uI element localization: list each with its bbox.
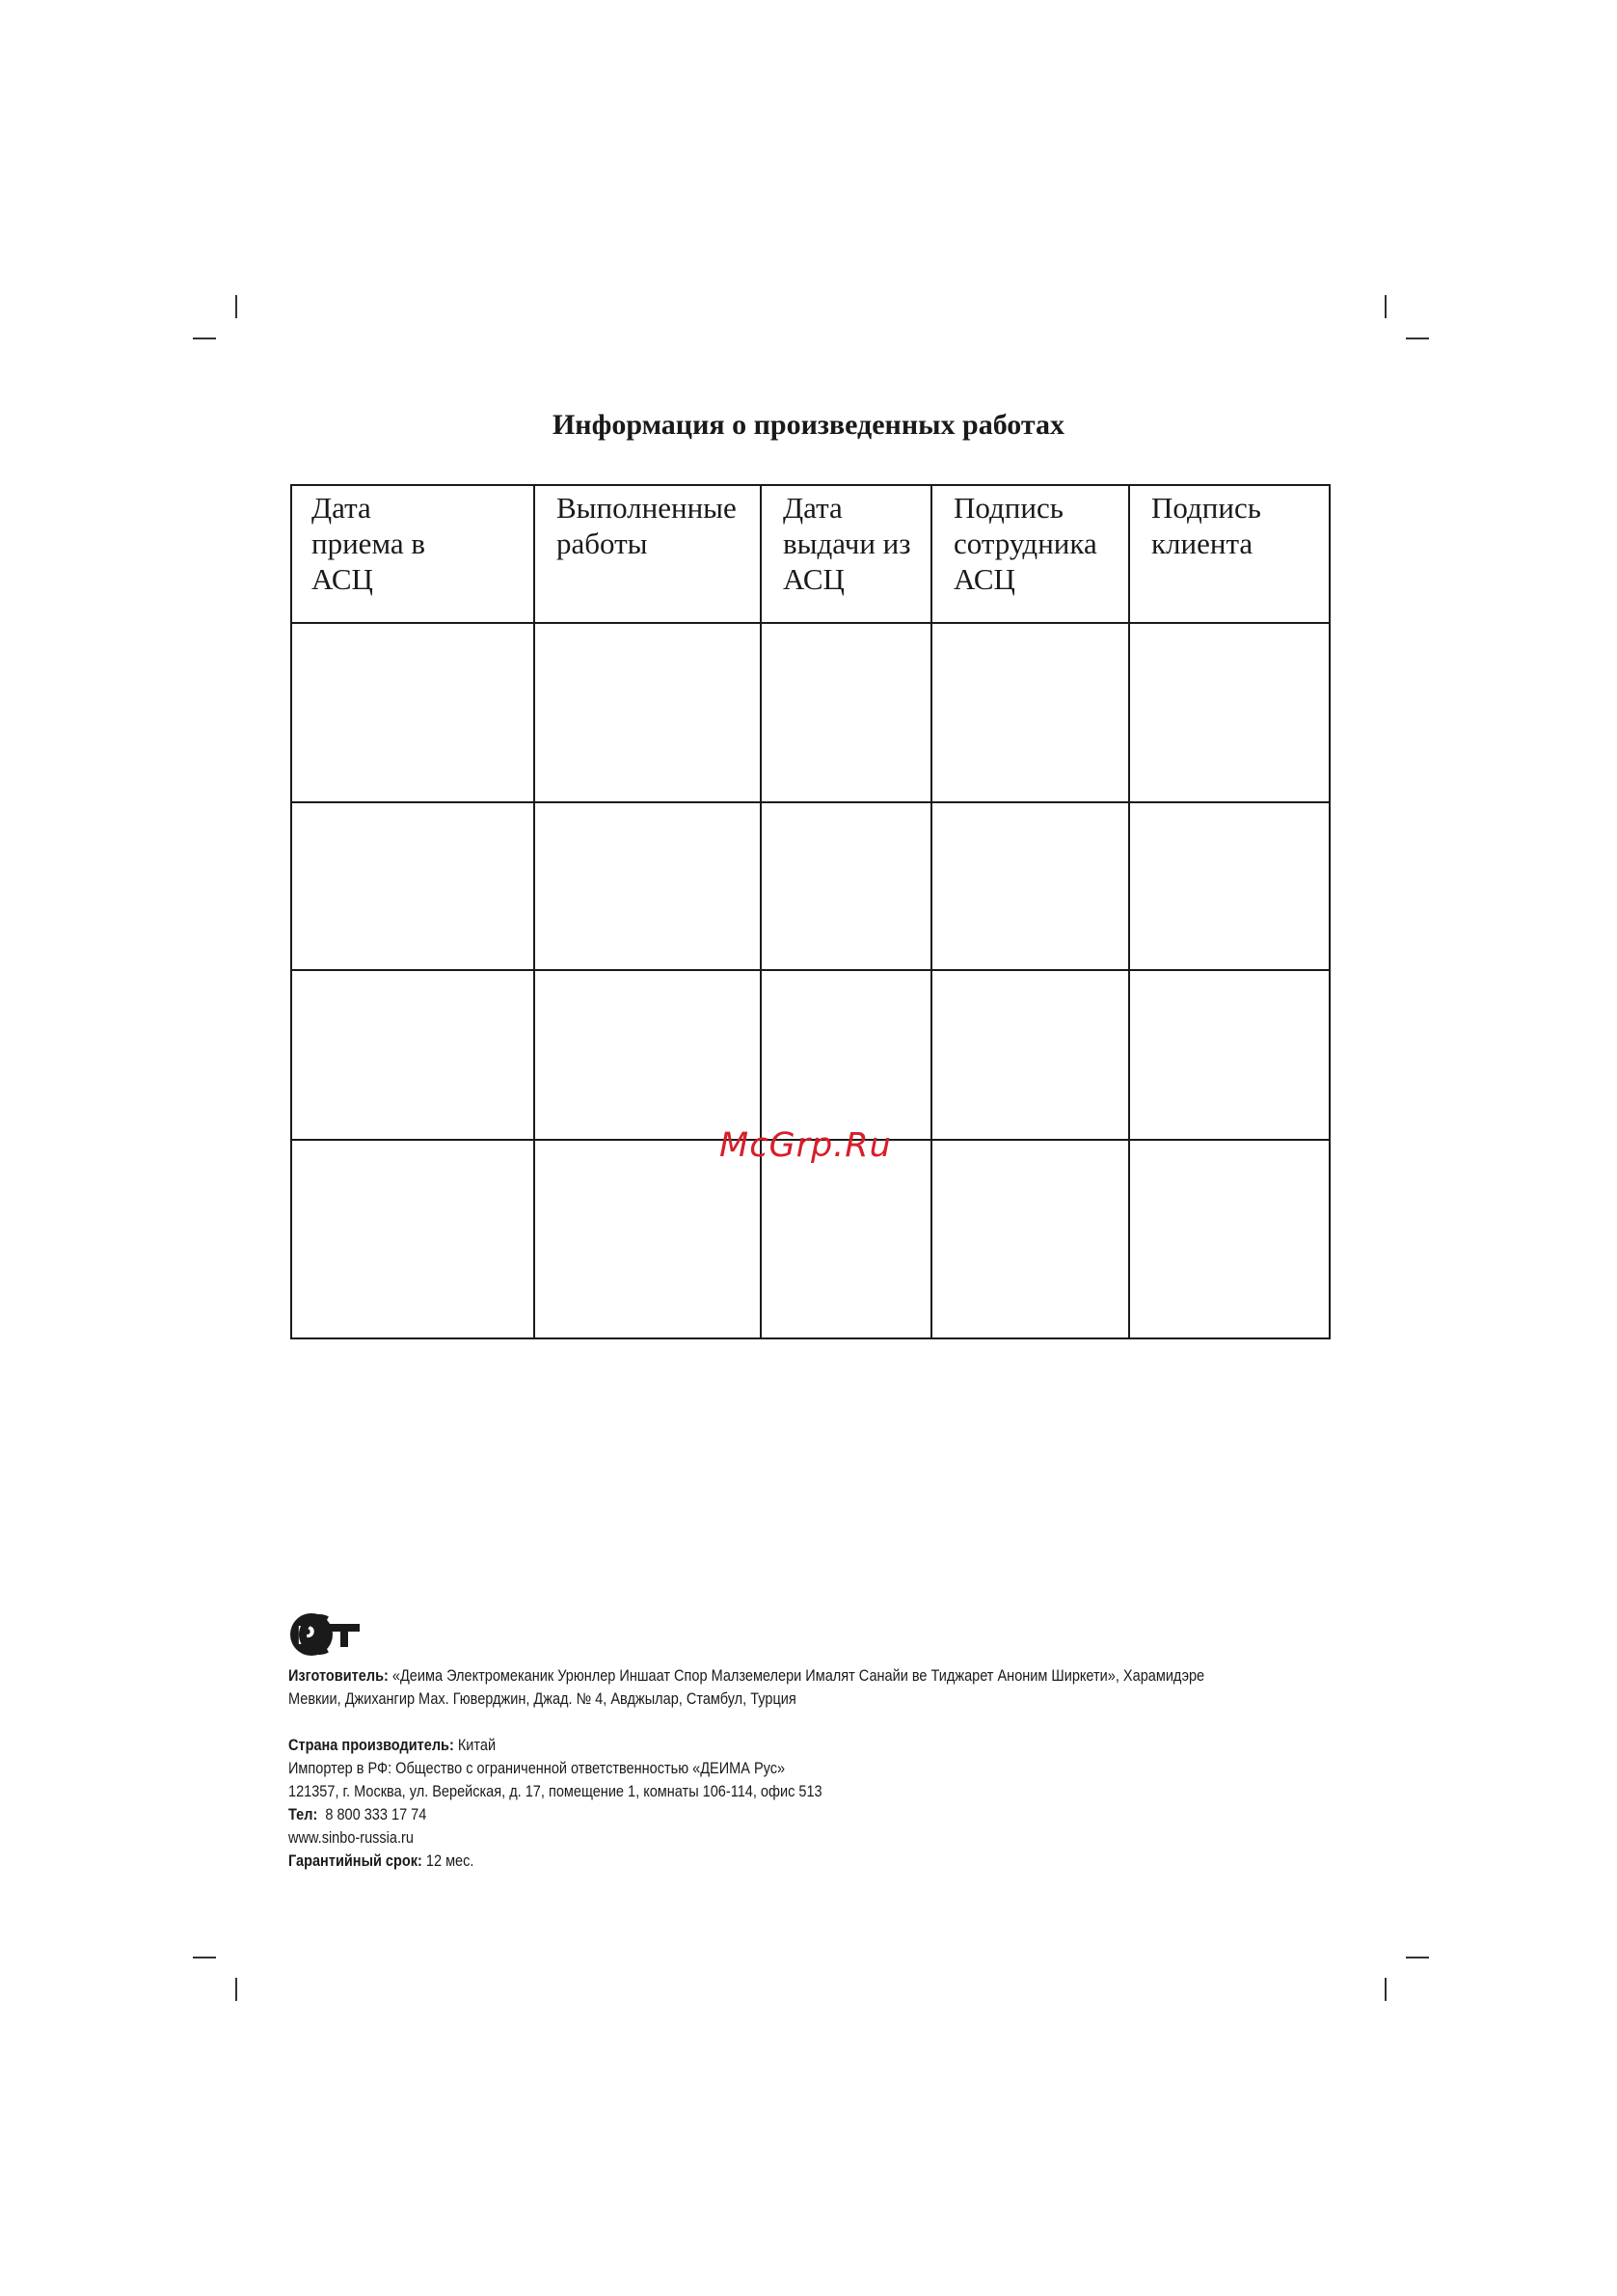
crop-mark xyxy=(1385,295,1387,318)
table-cell[interactable] xyxy=(291,623,534,802)
phone-label: Тел: xyxy=(288,1806,318,1823)
table-cell[interactable] xyxy=(534,970,761,1140)
table-cell[interactable] xyxy=(931,1140,1129,1338)
crop-mark xyxy=(1406,1957,1429,1958)
table-cell[interactable] xyxy=(534,623,761,802)
header-client-signature: Подпись клиента xyxy=(1129,485,1330,623)
table-header-row xyxy=(291,485,1330,623)
table-cell[interactable] xyxy=(1129,970,1330,1140)
address-line: 121357, г. Москва, ул. Верейская, д. 17, помещение 1, комнаты 106-114, офис 513 xyxy=(288,1783,822,1800)
table-cell[interactable] xyxy=(761,970,931,1140)
country-value: Китай xyxy=(457,1737,497,1754)
phone-value: 8 800 333 17 74 xyxy=(325,1806,427,1823)
phone-line xyxy=(288,1803,1222,1826)
table-cell[interactable] xyxy=(534,1140,761,1338)
svg-text:Р: Р xyxy=(297,1620,315,1650)
table-cell[interactable] xyxy=(931,802,1129,970)
country-line xyxy=(288,1734,1222,1757)
watermark-text: McGrp.Ru xyxy=(719,1126,892,1165)
country-label: Страна производитель: xyxy=(288,1737,454,1754)
manufacturer-text: «Деима Электромеканик Урюнлер Иншаат Спор Малземелери Ималят Санайи ве Тиджарет Аноним Ширкети», Харамидэре xyxy=(391,1667,1205,1685)
work-records-table xyxy=(290,484,1331,1339)
footer-info xyxy=(288,1608,1222,1873)
table-cell[interactable] xyxy=(534,802,761,970)
table-cell[interactable] xyxy=(1129,1140,1330,1338)
manufacturer-line xyxy=(288,1664,1222,1688)
table-row xyxy=(291,970,1330,1140)
table-cell[interactable] xyxy=(931,623,1129,802)
website-link[interactable]: www.sinbo-russia.ru xyxy=(288,1829,414,1847)
warranty-label: Гарантийный срок: xyxy=(288,1852,422,1870)
manufacturer-label: Изготовитель: xyxy=(288,1667,389,1685)
table-cell[interactable] xyxy=(291,802,534,970)
header-reception-date: Дата приема в АСЦ xyxy=(291,485,534,623)
header-work-done: Выполненные работы xyxy=(534,485,761,623)
importer-line: Импортер в РФ: Общество с ограниченной ответственностью «ДЕИМА Рус» xyxy=(288,1760,786,1777)
table-cell[interactable] xyxy=(1129,623,1330,802)
crop-mark xyxy=(1385,1978,1387,2001)
crop-mark xyxy=(193,1957,216,1958)
crop-mark xyxy=(235,1978,237,2001)
header-issue-date: Дата выдачи из АСЦ xyxy=(761,485,931,623)
table-cell[interactable] xyxy=(1129,802,1330,970)
page-title: Информация о произведенных работах xyxy=(552,409,1065,441)
crop-mark xyxy=(193,338,216,339)
header-staff-signature: Подпись сотрудника АСЦ xyxy=(931,485,1129,623)
table-row xyxy=(291,623,1330,802)
crop-mark xyxy=(235,295,237,318)
table-cell[interactable] xyxy=(761,623,931,802)
table-cell[interactable] xyxy=(291,970,534,1140)
table-cell[interactable] xyxy=(761,802,931,970)
table-cell[interactable] xyxy=(291,1140,534,1338)
table-cell[interactable] xyxy=(931,970,1129,1140)
table-row xyxy=(291,1140,1330,1338)
warranty-line xyxy=(288,1850,1222,1873)
table-row xyxy=(291,802,1330,970)
crop-mark xyxy=(1406,338,1429,339)
table-cell[interactable] xyxy=(761,1140,931,1338)
manufacturer-address: Мевкии, Джихангир Мах. Гюверджин, Джад. № 4, Авджылар, Стамбул, Турция xyxy=(288,1690,796,1708)
warranty-value: 12 мес. xyxy=(425,1852,474,1870)
